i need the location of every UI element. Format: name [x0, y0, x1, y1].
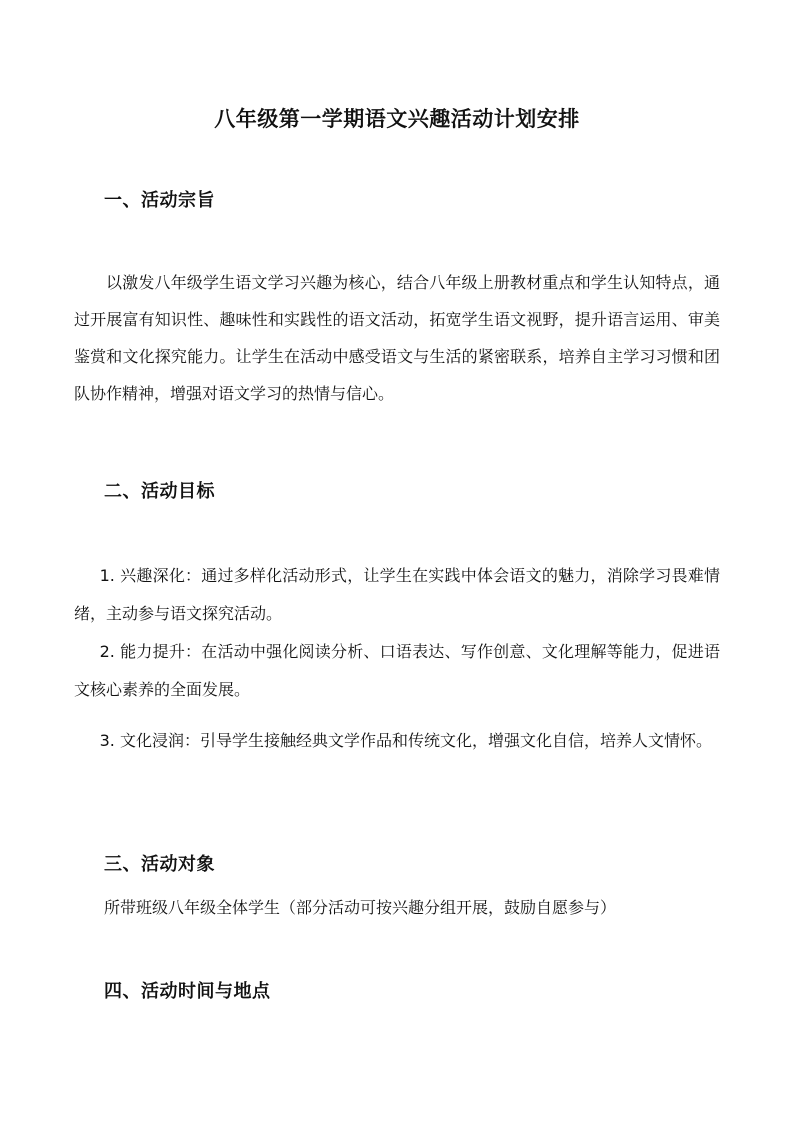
- goal-item-1: 1. 兴趣深化：通过多样化活动形式，让学生在实践中体会语文的魅力，消除学习畏难情绪，主动参与语文探究活动。: [74, 566, 720, 623]
- section-heading-participants: 三、活动对象: [104, 854, 215, 875]
- section-heading-purpose: 一、活动宗旨: [104, 190, 215, 211]
- document-title: 八年级第一学期语文兴趣活动计划安排: [214, 107, 580, 131]
- goal-item-2: 2. 能力提升：在活动中强化阅读分析、口语表达、写作创意、文化理解等能力，促进语文核心素养的全面发展。: [74, 642, 720, 699]
- section-heading-time-place: 四、活动时间与地点: [104, 981, 271, 1002]
- purpose-paragraph: 以激发八年级学生语文学习兴趣为核心，结合八年级上册教材重点和学生认知特点，通过开展富有知识性、趣味性和实践性的语文活动，拓宽学生语文视野，提升语言运用、审美鉴赏和文化探究能力。让学生在活动中感受语文与生活的紧密联系，培养自主学习习惯和团队协作精神，增强对语文学习的热情与信心。: [74, 273, 720, 403]
- section-heading-goals: 二、活动目标: [104, 481, 215, 502]
- participants-paragraph: 所带班级八年级全体学生（部分活动可按兴趣分组开展，鼓励自愿参与）: [104, 898, 617, 917]
- goal-item-3: 3. 文化浸润：引导学生接触经典文学作品和传统文化，增强文化自信，培养人文情怀。: [99, 731, 712, 750]
